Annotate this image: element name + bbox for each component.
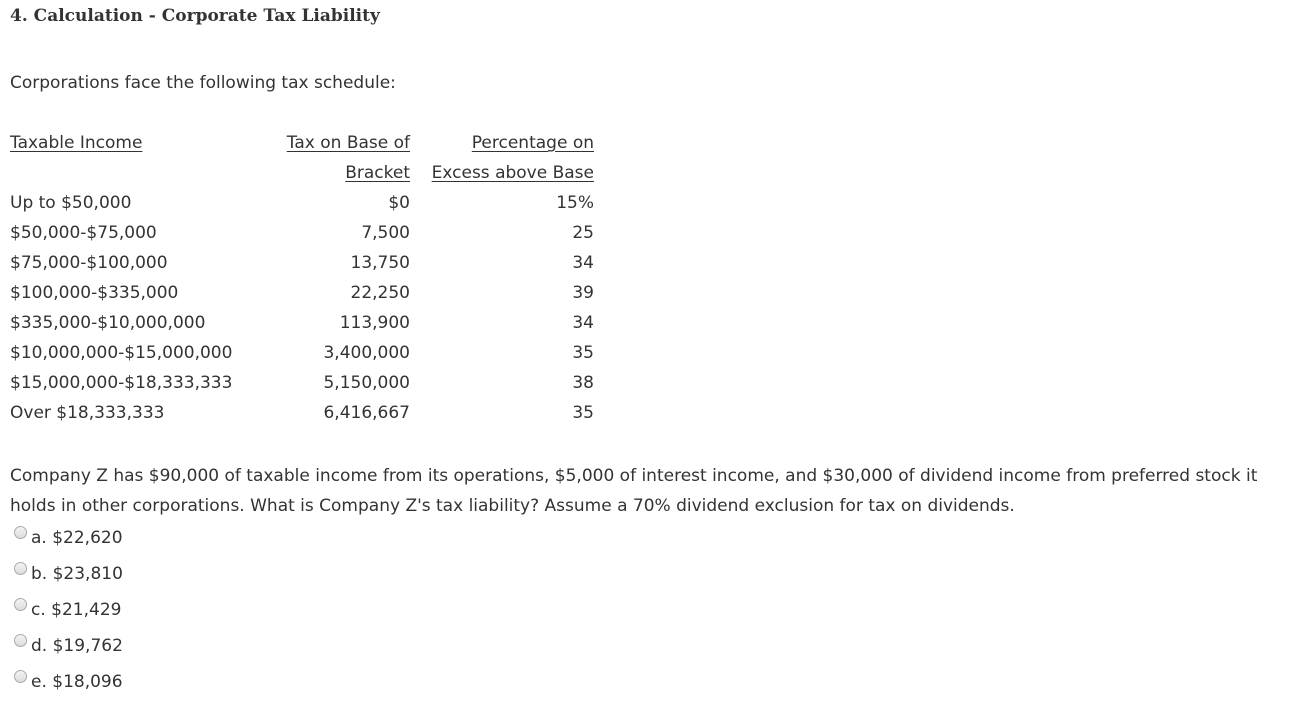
question-text: Company Z has $90,000 of taxable income from its operations, $5,000 of interest income, and $30,000 of dividend income from preferred stock it holds in other corporations. What is Company Z's tax liability? Assume a 70% dividend exclusion for tax on dividends. xyxy=(10,466,1258,516)
table-row xyxy=(10,251,594,281)
cell-tax-on-base: 113,900 xyxy=(339,313,410,333)
answer-option[interactable] xyxy=(14,523,123,559)
cell-taxable-income: $75,000-$100,000 xyxy=(10,253,168,273)
answer-option[interactable] xyxy=(14,631,123,667)
cell-tax-on-base: 3,400,000 xyxy=(323,343,410,363)
radio-button[interactable] xyxy=(14,562,27,575)
table-row xyxy=(10,281,594,311)
table-row xyxy=(10,401,594,431)
table-row xyxy=(10,341,594,371)
cell-tax-on-base: 22,250 xyxy=(350,283,410,303)
answer-options xyxy=(14,523,123,703)
table-row xyxy=(10,221,594,251)
answer-option-label: e. $18,096 xyxy=(31,672,123,692)
header-tax-on-base-line2: Bracket xyxy=(345,163,410,183)
cell-taxable-income: $335,000-$10,000,000 xyxy=(10,313,206,333)
radio-button[interactable] xyxy=(14,526,27,539)
cell-taxable-income: $15,000,000-$18,333,333 xyxy=(10,373,233,393)
cell-taxable-income: Over $18,333,333 xyxy=(10,403,165,423)
cell-tax-on-base: $0 xyxy=(388,193,410,213)
header-taxable-income: Taxable Income xyxy=(10,133,143,153)
cell-percentage: 35 xyxy=(572,403,594,423)
cell-tax-on-base: 6,416,667 xyxy=(323,403,410,423)
header-percentage-line1: Percentage on xyxy=(471,133,594,153)
cell-percentage: 34 xyxy=(572,313,594,333)
answer-option[interactable] xyxy=(14,667,123,703)
cell-percentage: 25 xyxy=(572,223,594,243)
table-row xyxy=(10,371,594,401)
table-body xyxy=(10,191,594,431)
cell-percentage: 39 xyxy=(572,283,594,303)
answer-option-label: b. $23,810 xyxy=(31,564,123,584)
cell-taxable-income: $10,000,000-$15,000,000 xyxy=(10,343,233,363)
answer-option-label: d. $19,762 xyxy=(31,636,123,656)
cell-tax-on-base: 5,150,000 xyxy=(323,373,410,393)
table-row xyxy=(10,191,594,221)
table-row xyxy=(10,311,594,341)
table-header-row-2 xyxy=(10,161,594,191)
cell-percentage: 35 xyxy=(572,343,594,363)
tax-schedule-table xyxy=(10,131,594,431)
header-tax-on-base-line1: Tax on Base of xyxy=(286,133,410,153)
cell-percentage: 38 xyxy=(572,373,594,393)
cell-percentage: 15% xyxy=(556,193,594,213)
radio-button[interactable] xyxy=(14,598,27,611)
answer-option-label: a. $22,620 xyxy=(31,528,123,548)
cell-taxable-income: $100,000-$335,000 xyxy=(10,283,179,303)
header-percentage-line2: Excess above Base xyxy=(431,163,594,183)
answer-option[interactable] xyxy=(14,595,123,631)
cell-tax-on-base: 13,750 xyxy=(350,253,410,273)
question-title: 4. Calculation - Corporate Tax Liability xyxy=(10,6,380,26)
radio-button[interactable] xyxy=(14,634,27,647)
cell-taxable-income: Up to $50,000 xyxy=(10,193,132,213)
cell-percentage: 34 xyxy=(572,253,594,273)
cell-taxable-income: $50,000-$75,000 xyxy=(10,223,157,243)
intro-text: Corporations face the following tax schedule: xyxy=(10,73,396,93)
cell-tax-on-base: 7,500 xyxy=(361,223,410,243)
answer-option-label: c. $21,429 xyxy=(31,600,122,620)
table-header-row-1 xyxy=(10,131,594,161)
answer-option[interactable] xyxy=(14,559,123,595)
radio-button[interactable] xyxy=(14,670,27,683)
